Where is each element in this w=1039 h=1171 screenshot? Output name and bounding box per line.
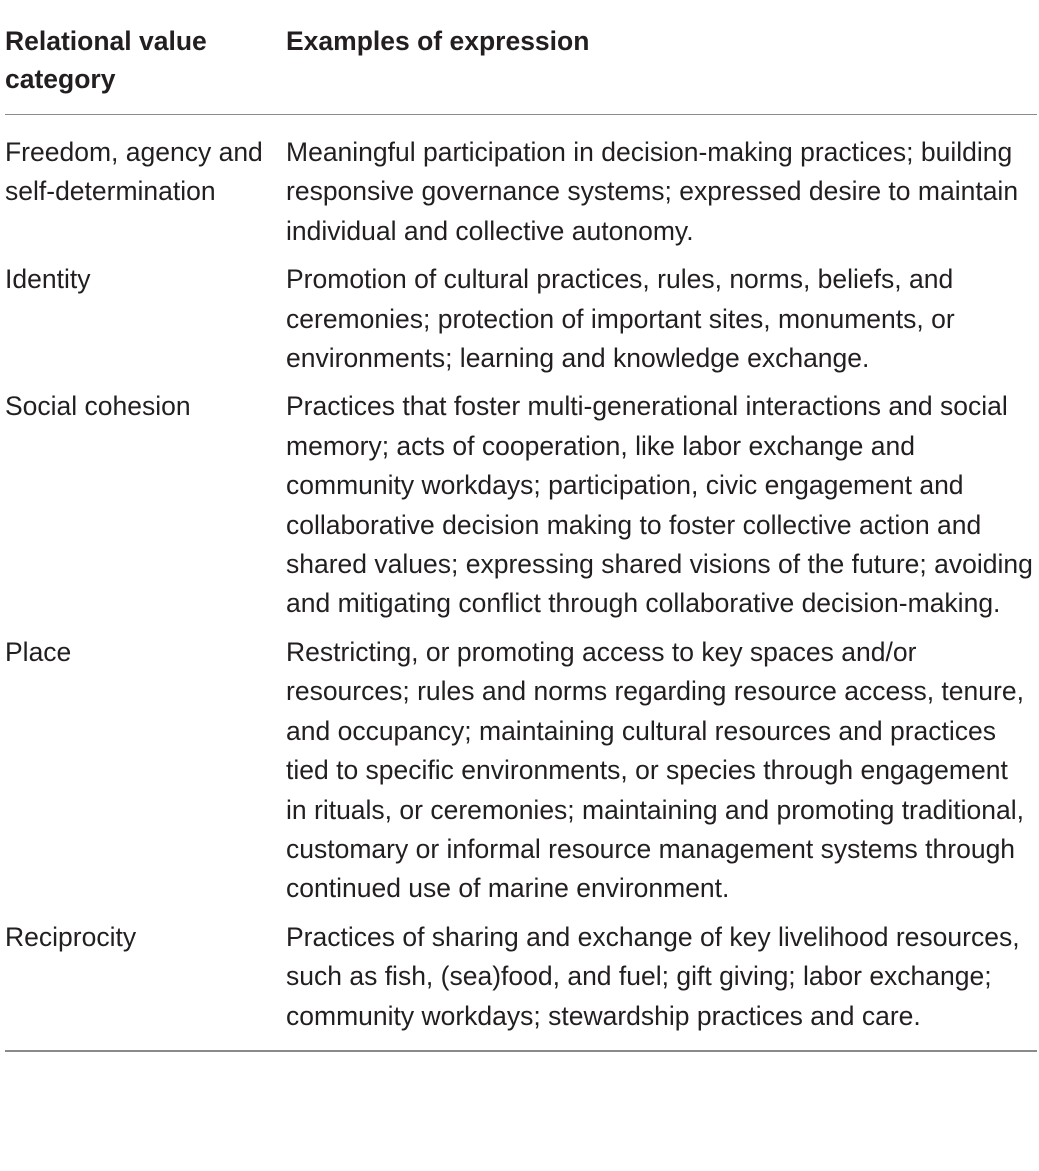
row-examples: Meaningful participation in decision-making practices; building responsive governance systems; expressed desire to maintain individual and collective autonomy. bbox=[286, 137, 1019, 246]
table-row bbox=[5, 633, 1037, 909]
row-category: Freedom, agency and self-determination bbox=[5, 137, 263, 207]
row-examples: Restricting, or promoting access to key spaces and/or resources; rules and norms regarding resource access, tenure, and occupancy; maintaining cultural resources and practices tied to specific environments, or species through engagement in rituals, or ceremonies; maintaining and promoting traditional, customary or informal resource management systems through continued use of marine environment. bbox=[286, 636, 1024, 904]
table-row bbox=[5, 133, 1037, 251]
row-category: Identity bbox=[5, 264, 91, 295]
table-header bbox=[5, 0, 1037, 115]
table-row bbox=[5, 387, 1037, 623]
table-row bbox=[5, 918, 1037, 1036]
table-body bbox=[5, 115, 1037, 1052]
row-category: Reciprocity bbox=[5, 921, 137, 952]
row-examples: Promotion of cultural practices, rules, norms, beliefs, and ceremonies; protection of important sites, monuments, or environments; learning and knowledge exchange. bbox=[286, 264, 955, 374]
row-category: Place bbox=[5, 636, 72, 667]
table-row bbox=[5, 260, 1037, 378]
row-examples: Practices of sharing and exchange of key livelihood resources, such as fish, (sea)food, and fuel; gift giving; labor exchange; community workdays; stewardship practices and care. bbox=[286, 921, 1020, 1031]
header-examples: Examples of expression bbox=[286, 26, 590, 56]
relational-values-table bbox=[5, 0, 1037, 1052]
header-category: Relational value category bbox=[5, 26, 207, 94]
row-category: Social cohesion bbox=[5, 391, 191, 422]
row-examples: Practices that foster multi-generational interactions and social memory; acts of cooperation, like labor exchange and community workdays; participation, civic engagement and collaborative decision making to foster collective action and shared values; expressing shared visions of the future; avoiding and mitigating conflict through collaborative decision-making. bbox=[286, 391, 1033, 619]
